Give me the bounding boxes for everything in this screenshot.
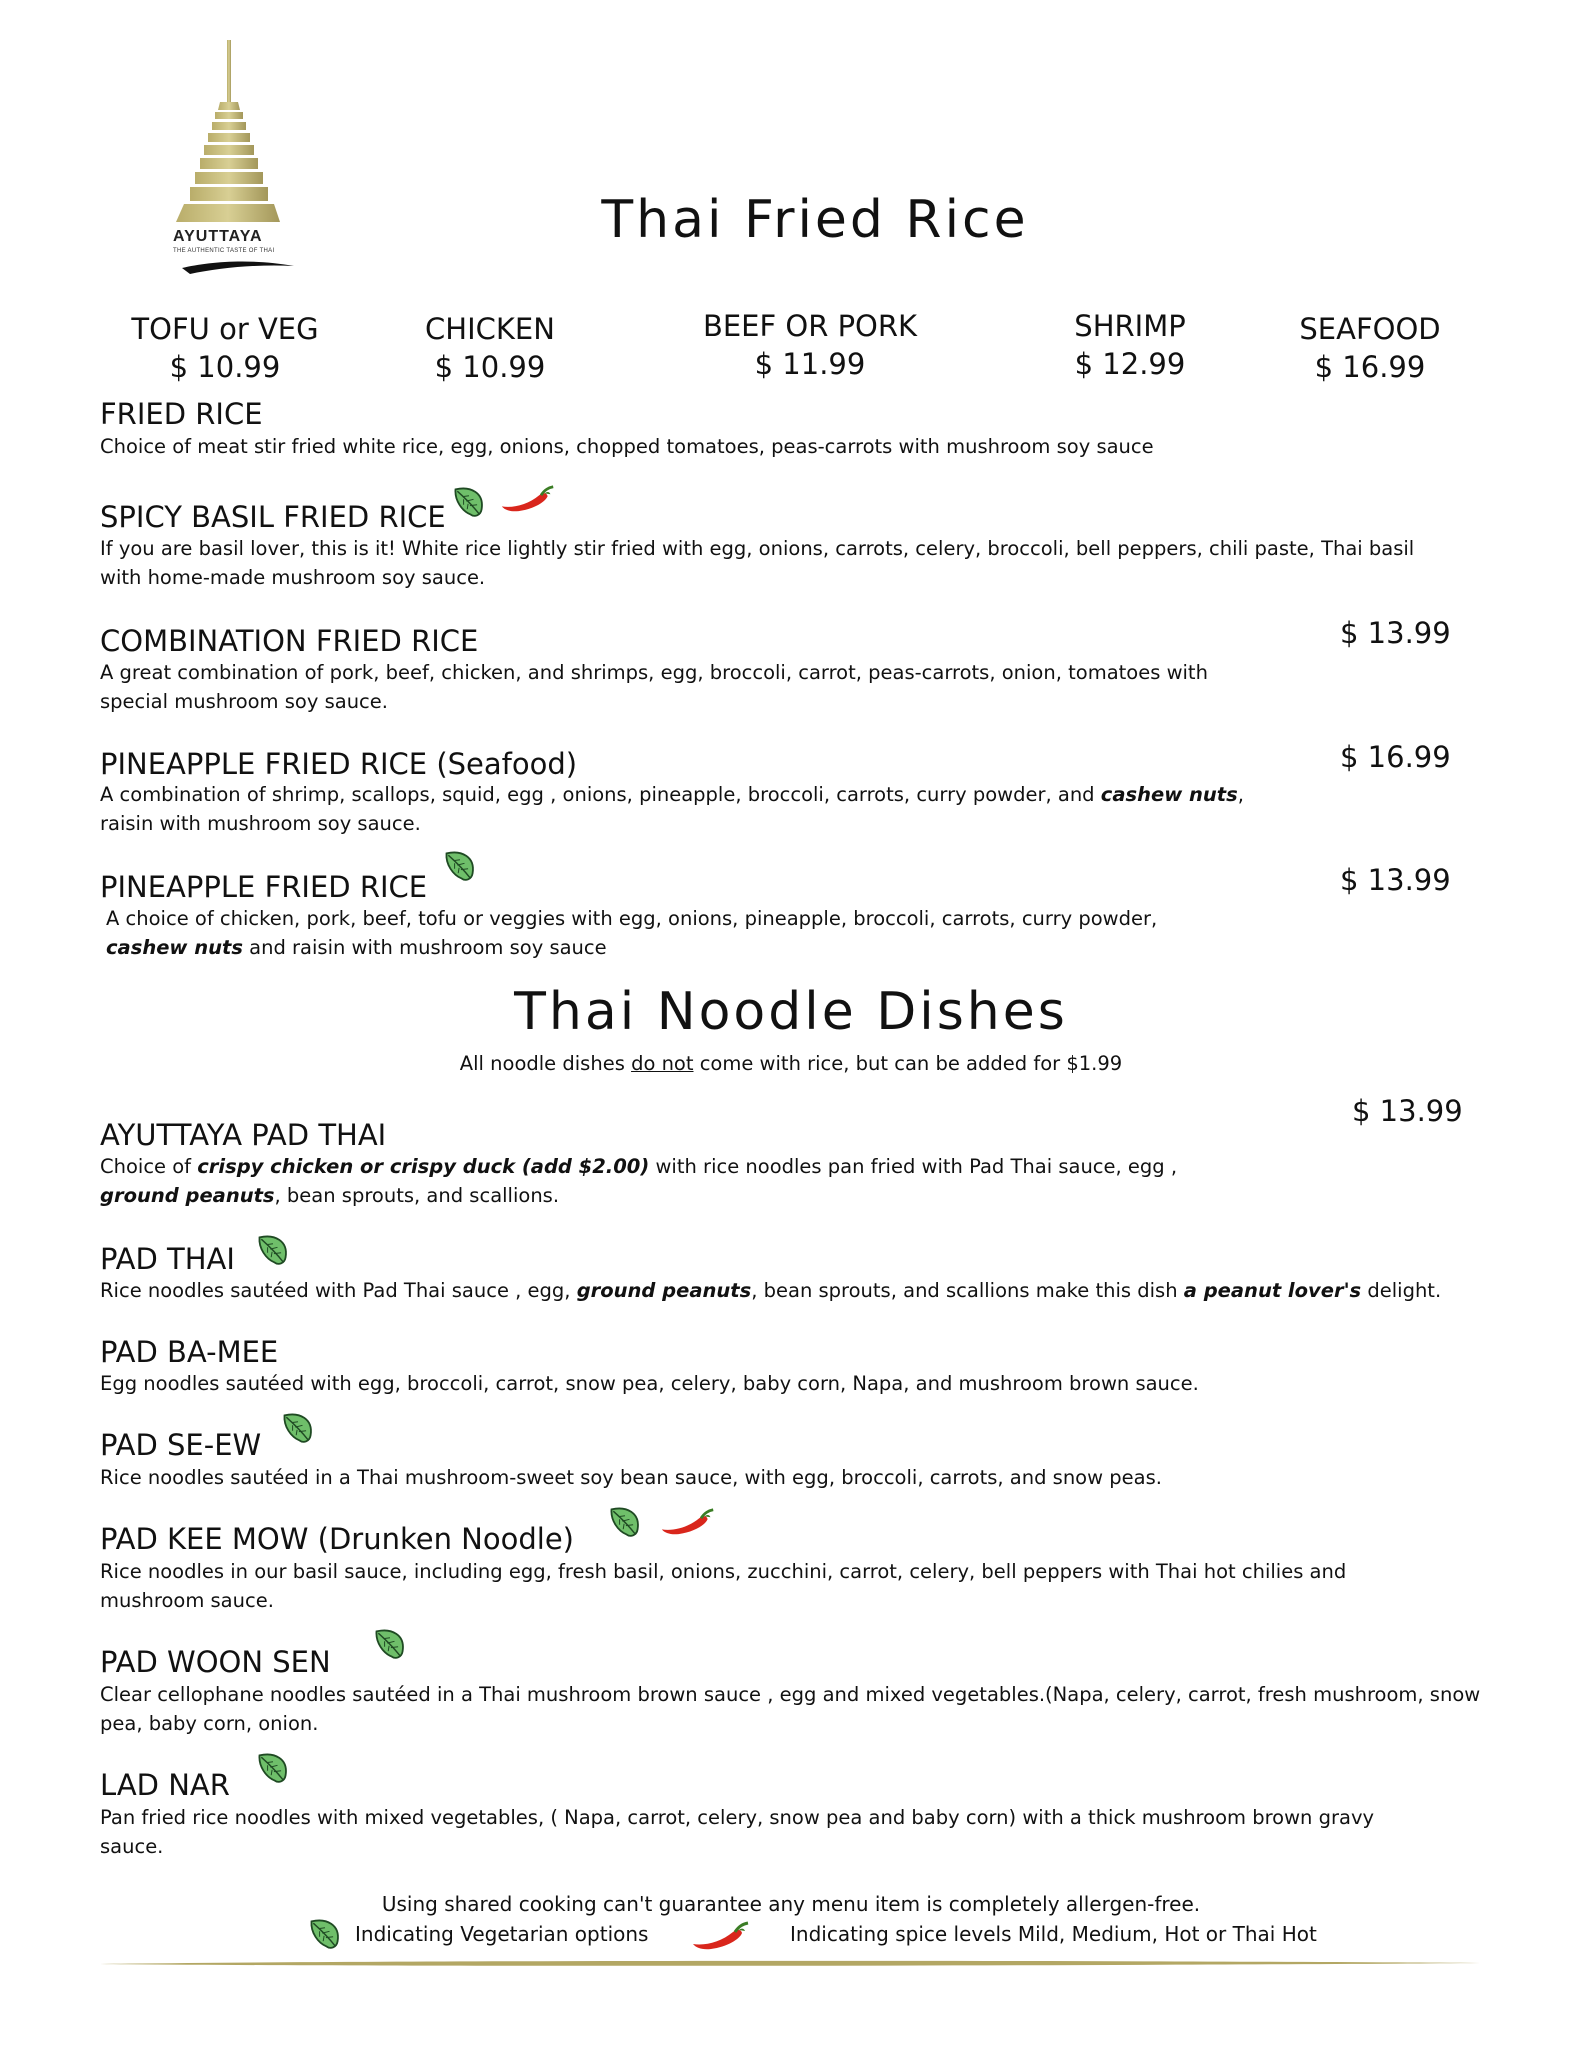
footer-divider — [100, 1958, 1480, 1968]
allergen-highlight: ground peanuts — [100, 1184, 275, 1207]
price-column-label: BEEF OR PORK — [702, 309, 918, 343]
noodle-dishes-title: Thai Noodle Dishes — [514, 982, 1068, 1042]
vegetarian-legend: Indicating Vegetarian options — [355, 1922, 649, 1946]
dish-price-ayuttaya-pad-thai: $ 13.99 — [1352, 1094, 1463, 1128]
dish-desc-pad-kee-mow: Rice noodles in our basil sauce, including egg, fresh basil, onions, zucchini, carrot, celery, bell peppers with Thai hot chilies and mushroom sauce. — [100, 1560, 1347, 1612]
brand-tagline: THE AUTHENTIC TASTE OF THAI — [173, 248, 275, 254]
dish-desc-pad-se-ew: Rice noodles sautéed in a Thai mushroom-sweet soy bean sauce, with egg, broccoli, carrots, and snow peas. — [100, 1466, 1162, 1489]
chili-pepper-icon — [660, 1507, 716, 1535]
dish-desc-fried-rice: Choice of meat stir fried white rice, egg, onions, chopped tomatoes, peas-carrots with mushroom soy sauce — [100, 435, 1154, 458]
dish-name-pineapple-fried-rice: PINEAPPLE FRIED RICE — [100, 870, 428, 904]
chili-pepper-icon — [500, 484, 556, 512]
brand-name: AYUTTAYA — [173, 228, 263, 245]
dish-name-pad-woon-sen: PAD WOON SEN — [100, 1645, 331, 1679]
price-column-price: $ 10.99 — [434, 350, 546, 384]
leaf-icon — [255, 1232, 291, 1268]
dish-desc-lad-nar: Pan fried rice noodles with mixed vegetables, ( Napa, carrot, celery, snow pea and baby corn) with a thick mushroom brown gravy sauce. — [100, 1806, 1375, 1858]
price-column-label: SHRIMP — [1074, 309, 1186, 343]
leaf-icon — [607, 1504, 643, 1540]
dish-desc-spicy-basil-fried-rice: If you are basil lover, this is it! White rice lightly stir fried with egg, onions, carrots, celery, broccoli, bell peppers, chili paste, Thai basil with home-made mushroom soy sauce. — [100, 537, 1415, 589]
price-column-price: $ 10.99 — [169, 350, 281, 384]
fried-rice-title: Thai Fried Rice — [601, 190, 1029, 250]
note-text: come with rice, but can be added for $1.99 — [693, 1052, 1123, 1075]
allergen-disclaimer: Using shared cooking can't guarantee any menu item is completely allergen-free. — [381, 1892, 1201, 1916]
price-column-label: SEAFOOD — [1299, 312, 1441, 346]
dish-desc-combination-fried-rice: A great combination of pork, beef, chicken, and shrimps, egg, broccoli, carrot, peas-carrots, onion, tomatoes with special mushroom soy sauce. — [100, 661, 1208, 713]
dish-name-lad-nar: LAD NAR — [100, 1768, 230, 1802]
chili-pepper-icon — [690, 1920, 752, 1950]
dish-desc-pad-thai — [100, 1276, 1460, 1305]
desc-text: , bean sprouts, and scallions. — [274, 1184, 560, 1207]
dish-price-pineapple-fried-rice-seafood: $ 16.99 — [1340, 740, 1451, 774]
price-column-price: $ 16.99 — [1314, 350, 1426, 384]
price-column-beef-pork — [680, 307, 940, 383]
leaf-icon — [442, 848, 478, 884]
dish-desc-ayuttaya-pad-thai — [100, 1152, 1300, 1210]
leaf-icon — [307, 1916, 343, 1952]
desc-text: A choice of chicken, pork, beef, tofu or veggies with egg, onions, pineapple, broccoli, carrots, curry powder, — [106, 907, 1158, 930]
dish-name-ayuttaya-pad-thai: AYUTTAYA PAD THAI — [100, 1118, 387, 1152]
price-column-price: $ 11.99 — [754, 347, 866, 381]
allergen-highlight: cashew nuts — [1100, 783, 1238, 806]
note-underlined: do not — [631, 1052, 694, 1075]
dish-name-pad-se-ew: PAD SE-EW — [100, 1428, 262, 1462]
desc-text: , bean sprouts, and scallions make this dish — [751, 1279, 1184, 1302]
dish-name-pad-ba-mee: PAD BA-MEE — [100, 1335, 279, 1369]
leaf-icon — [451, 484, 487, 520]
noodle-rice-note — [0, 1052, 1582, 1075]
dish-name-fried-rice: FRIED RICE — [100, 397, 263, 431]
spice-legend: Indicating spice levels Mild, Medium, Hot or Thai Hot — [790, 1922, 1317, 1946]
desc-text: Rice noodles sautéed with Pad Thai sauce , egg, — [100, 1279, 577, 1302]
desc-text: A combination of shrimp, scallops, squid, egg , onions, pineapple, broccoli, carrots, curry powder, and — [100, 783, 1101, 806]
desc-text: Choice of — [100, 1155, 198, 1178]
dish-desc-pineapple-fried-rice — [106, 904, 1266, 962]
leaf-icon — [372, 1626, 408, 1662]
desc-text: , raisin with mushroom soy sauce. — [100, 783, 1244, 835]
leaf-icon — [255, 1750, 291, 1786]
price-column-label: TOFU or VEG — [131, 312, 319, 346]
note-text: All noodle dishes — [459, 1052, 632, 1075]
price-column-tofu-veg — [120, 310, 330, 386]
leaf-icon — [280, 1410, 316, 1446]
price-column-seafood — [1280, 310, 1460, 386]
dish-desc-pad-woon-sen: Clear cellophane noodles sautéed in a Thai mushroom brown sauce , egg and mixed vegetables.(Napa, celery, carrot, fresh mushroom, snow pea, baby corn, onion. — [100, 1683, 1481, 1735]
price-column-shrimp — [1050, 307, 1210, 383]
allergen-highlight: cashew nuts — [106, 936, 243, 959]
desc-text: and raisin with mushroom soy sauce — [242, 936, 607, 959]
allergen-highlight: ground peanuts — [576, 1279, 752, 1302]
dish-price-pineapple-fried-rice: $ 13.99 — [1340, 863, 1451, 897]
dish-name-pad-thai: PAD THAI — [100, 1242, 235, 1276]
desc-highlight: a peanut lover's — [1183, 1279, 1362, 1302]
price-column-price: $ 12.99 — [1074, 347, 1186, 381]
desc-highlight: crispy chicken or crispy duck (add $2.00) — [197, 1155, 650, 1178]
price-column-chicken — [400, 310, 580, 386]
dish-name-combination-fried-rice: COMBINATION FRIED RICE — [100, 624, 479, 658]
dish-desc-pad-ba-mee: Egg noodles sautéed with egg, broccoli, carrot, snow pea, celery, baby corn, Napa, and mushroom brown sauce. — [100, 1372, 1199, 1395]
desc-text: with rice noodles pan fried with Pad Thai sauce, egg , — [649, 1155, 1178, 1178]
dish-name-pineapple-fried-rice-seafood: PINEAPPLE FRIED RICE (Seafood) — [100, 747, 578, 781]
dish-price-combination-fried-rice: $ 13.99 — [1340, 616, 1451, 650]
dish-name-spicy-basil-fried-rice: SPICY BASIL FRIED RICE — [100, 500, 446, 534]
price-column-label: CHICKEN — [425, 312, 555, 346]
dish-name-pad-kee-mow: PAD KEE MOW (Drunken Noodle) — [100, 1522, 574, 1556]
dish-desc-pineapple-fried-rice-seafood — [100, 780, 1300, 838]
desc-text: delight. — [1361, 1279, 1442, 1302]
